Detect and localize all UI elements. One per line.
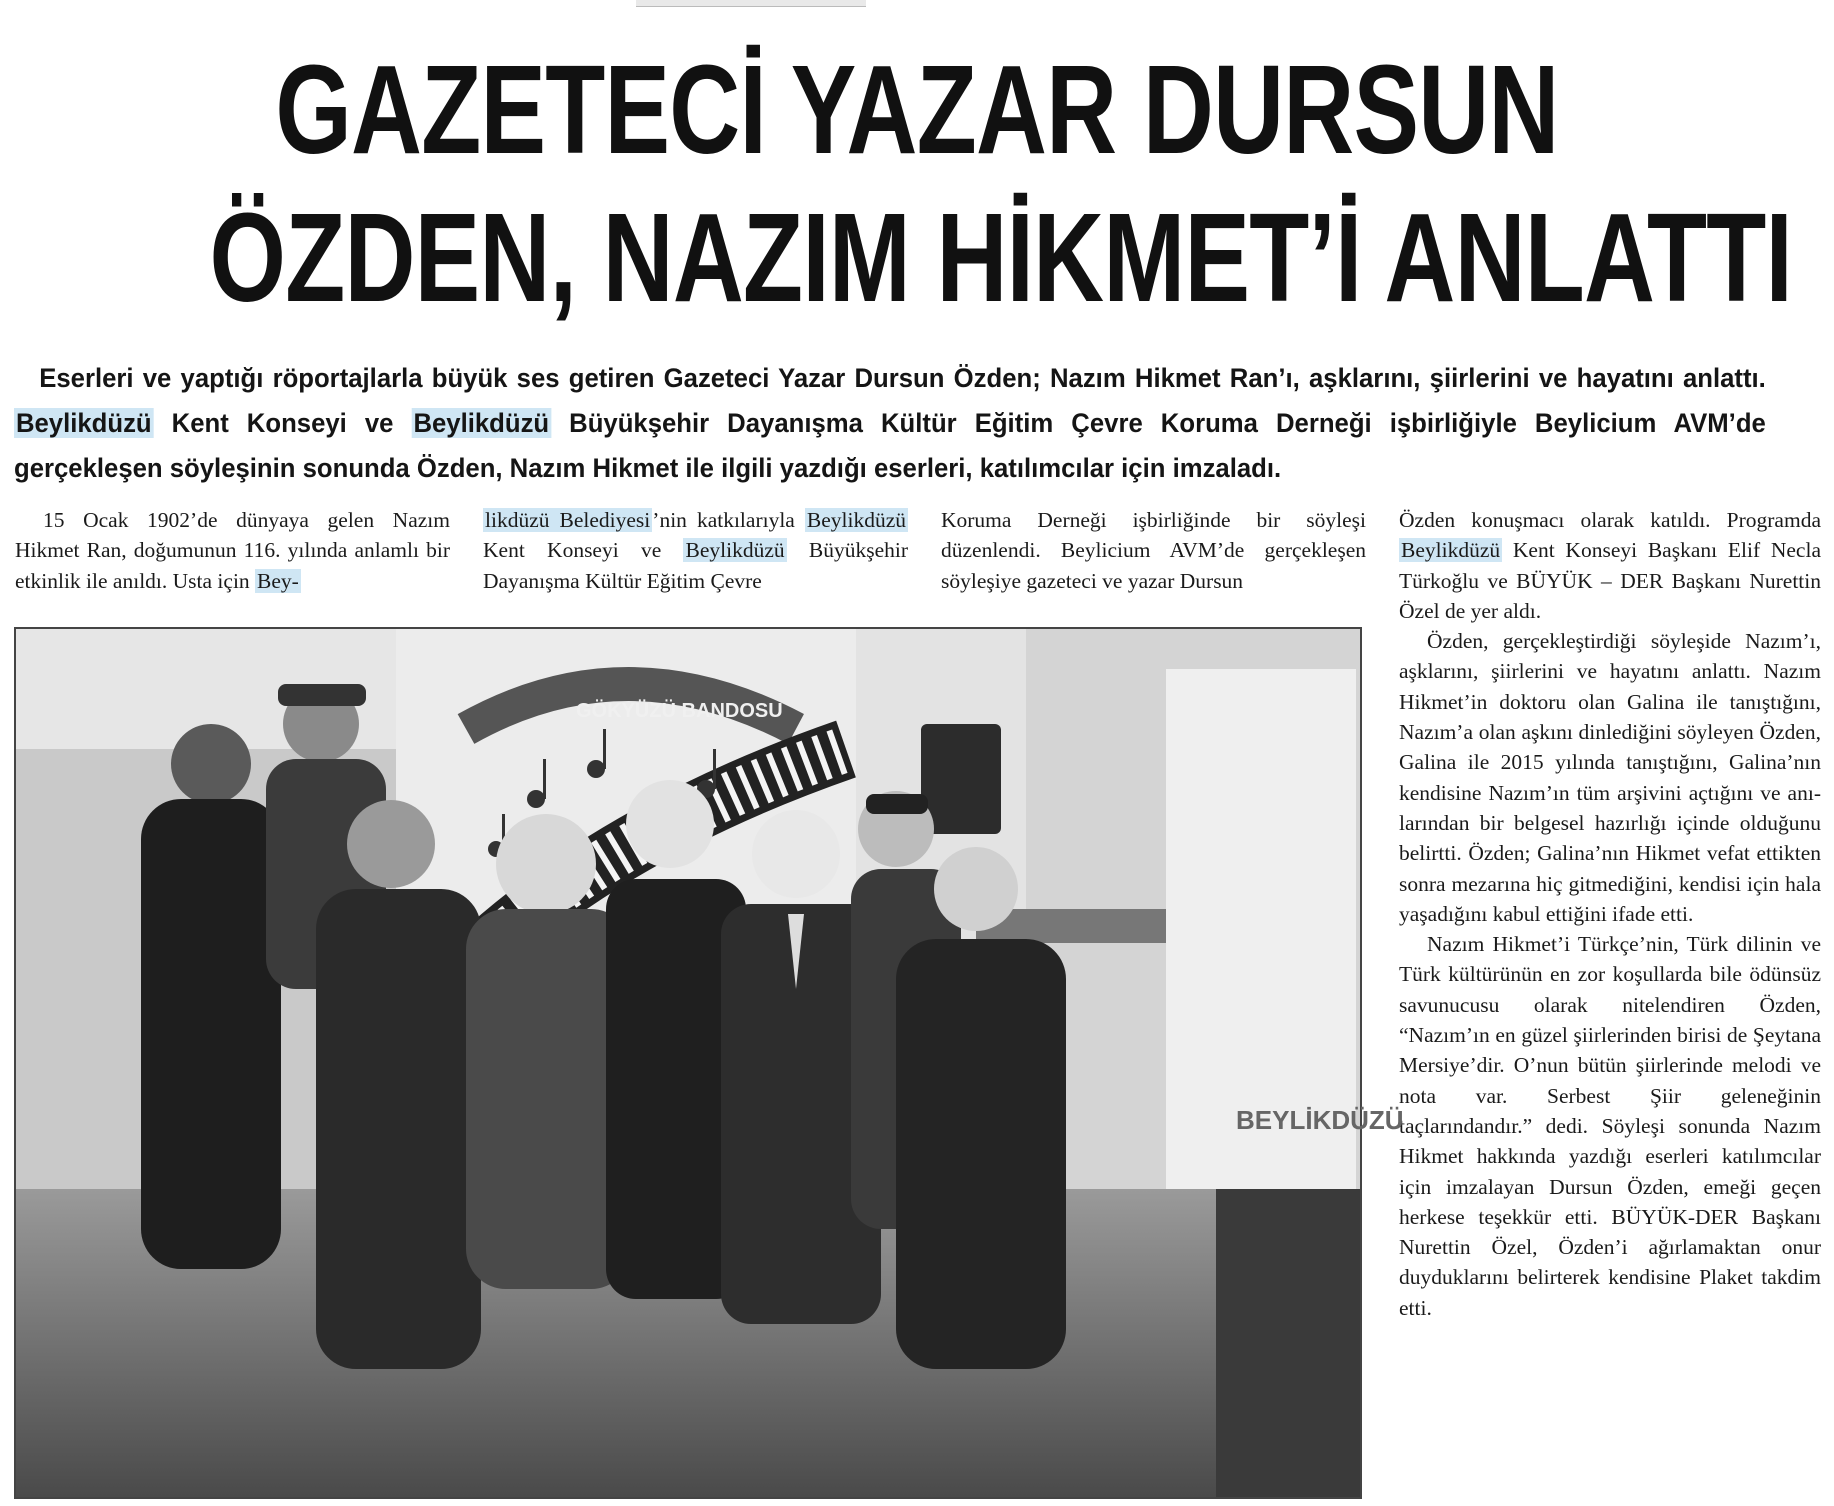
- article-column-4: [1399, 505, 1821, 1323]
- column-2-text-1: ’nin katkılarıyla: [652, 508, 805, 532]
- group-photo-illustration: [16, 629, 1404, 1497]
- column-2-highlight-1: likdüzü Belediyesi: [485, 508, 651, 532]
- lede-highlight-2: Beylikdüzü: [413, 408, 550, 438]
- clipping-header-bar: [636, 0, 866, 7]
- table: [1216, 1189, 1360, 1497]
- headline: [209, 36, 1792, 332]
- article-column-2: [483, 505, 908, 596]
- speaker: [921, 724, 1001, 834]
- column-4-text-1b: Kent Konseyi Başkanı Elif Necla Türkoğlu ve BÜYÜK – DER Başkanı Nurettin Özel de yer aldı.: [1399, 538, 1821, 623]
- lede-paragraph: [14, 356, 1766, 491]
- column-1-highlight: Bey-: [257, 568, 299, 593]
- column-4-highlight: Beylikdüzü: [1401, 538, 1501, 563]
- article-column-3: [941, 505, 1366, 596]
- column-2-text-3: Büyükşehir Dayanışma Kültür Eğitim Çevre: [483, 538, 908, 593]
- group-photo: [14, 627, 1404, 1499]
- column-2-highlight-2: Beylikdüzü: [806, 508, 906, 532]
- column-3-text: Koruma Derneği işbirliğinde bir söyleşi düzenlendi. Beylicium AVM’de gerçekleşen söyleşiye gazeteci ve yazar Dursun: [941, 508, 1366, 593]
- column-1-text: 15 Ocak 1902’de dünyaya gelen Nazım Hikmet Ran, doğumunun 116. yılında anlamlı bir etkinlik ile anıldı. Usta için: [15, 508, 450, 593]
- column-4-paragraph-3: Nazım Hikmet’i Türkçe’nin, Türk dilinin ve Türk kültürünün en zor koşullarda bile ödünsüz savunucusu olarak nitelendiren Özden, “Nazım’ın en güzel şiirlerinden birisi de Şeytana Mersiye’dir. O’nun bütün şiirlerinde melodi ve nota var. Serbest Şiir geleneğinin taçlarındandır.” dedi. Söyleşi sonunda Nazım Hikmet hakkında yazdığı eserleri katılımcılar için imzalayan Dursun Özden, emeği geçen herkese teşekkür etti. BÜYÜK-DER Başkanı Nurettin Özel, Özden’i ağırlamaktan onur duyduklarını belirterek kendisine Plaket takdim etti.: [1399, 932, 1821, 1320]
- column-4-text-1a: Özden konuşmacı olarak katıldı. Programda: [1399, 508, 1821, 532]
- lede-text-3: Büyükşehir Dayanışma Kültür Eğitim Çevre Koruma Derneği işbirliğiyle Beylicium AVM’de gerçekleşen söyleşinin sonunda Özden, Nazım Hikmet ile ilgili yazdığı eserleri, katılımcılar için imzaladı.: [14, 408, 1766, 483]
- lede-highlight-1: Beylikdüzü: [15, 408, 152, 438]
- column-2-highlight-3: Beylikdüzü: [685, 538, 785, 563]
- lede-text-1: Eserleri ve yaptığı röportajlarla büyük ses getiren Gazeteci Yazar Dursun Özden; Nazım Hikmet Ran’ı, aşklarını, şiirlerini ve hayatını anlattı.: [39, 363, 1766, 393]
- headline-line-2: ÖZDEN, NAZIM HİKMET’İ ANLATTI: [209, 187, 1792, 328]
- lede-text-2: Kent Konseyi ve: [153, 408, 412, 438]
- banner-text: GÖKYÜZÜ BANDOSU: [576, 700, 783, 722]
- sign-text: BEYLİKDÜZÜ: [1236, 1105, 1404, 1135]
- column-2-text-2: Kent Konseyi ve: [483, 538, 684, 563]
- column-4-paragraph-2: Özden, gerçekleştirdiği söyleşide Nazım’ı, aşklarını, şiirlerini ve hayatını anlattı. Nazım Hikmet’in doktoru olan Galina ile tanıştığını, Nazım’a olan aşkını dinlediğini söyleyen Özden, Galina ile 2015 yılında tanıştığını, Galina’nın kendisine Nazım’ın tüm arşivini açtığını ve anılarından bir belgesel hazırlığı içinde olduğunu belirtti. Özden; Galina’nın Hikmet vefat ettikten sonra mezarına hiç gitmediğini, kendisi için hala yaşadığını kabul ettiğini ifade etti.: [1399, 629, 1821, 926]
- headline-line-1: GAZETECİ YAZAR DURSUN: [275, 39, 1559, 180]
- article-column-1: [15, 505, 450, 596]
